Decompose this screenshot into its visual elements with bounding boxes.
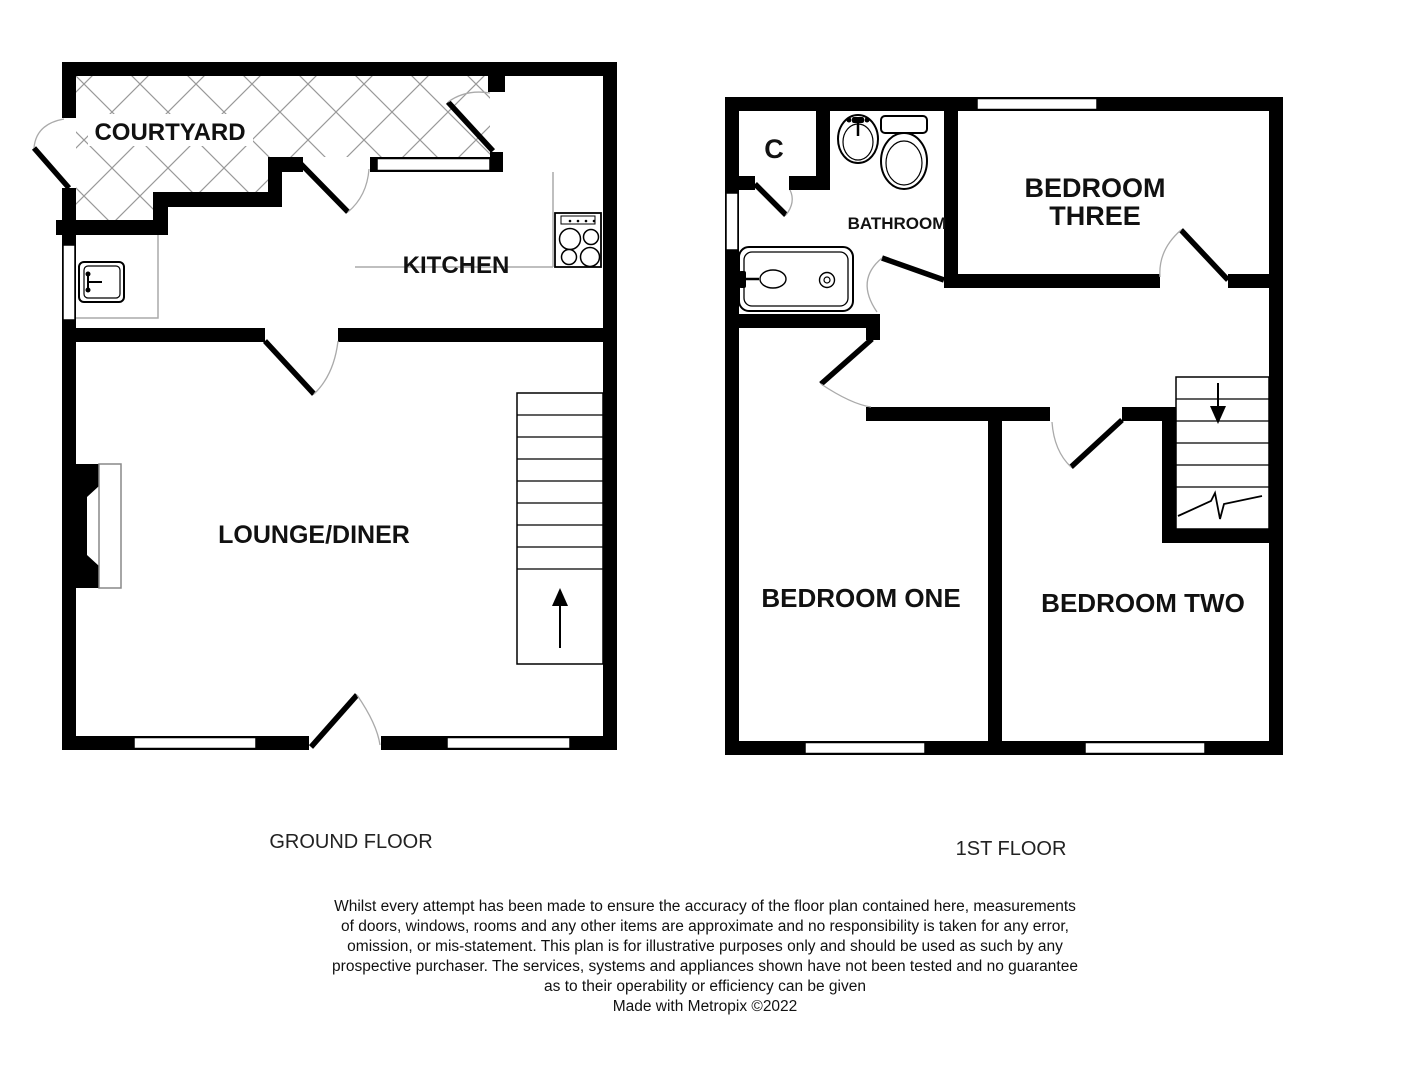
fireplace xyxy=(76,464,121,588)
first-floor-label: 1ST FLOOR xyxy=(955,838,1067,860)
first-floor-plan xyxy=(725,97,1283,860)
kitchen-label: KITCHEN xyxy=(402,252,510,279)
ground-floor-plan xyxy=(34,62,617,853)
disclaimer-line: Whilst every attempt has been made to ensure the accuracy of the floor plan contained here, measurements xyxy=(334,898,1076,915)
kitchen-lounge-door xyxy=(265,341,338,394)
stairs-down xyxy=(1176,377,1269,529)
bedroom-two-window xyxy=(1085,743,1205,754)
lounge-window-left xyxy=(134,738,256,749)
bathtub-icon xyxy=(739,247,853,311)
courtyard-paving xyxy=(76,76,490,220)
courtyard-kitchen-door xyxy=(301,164,369,212)
bedroom-one-window xyxy=(805,743,925,754)
stairs-up xyxy=(517,393,603,664)
disclaimer-line: as to their operability or efficiency can be given xyxy=(544,978,866,995)
bedroom-three-window xyxy=(977,99,1097,110)
bathroom-door xyxy=(867,258,944,312)
courtyard-label: COURTYARD xyxy=(94,119,246,146)
cupboard-door xyxy=(755,184,792,215)
bedroom-three-door xyxy=(1160,230,1228,280)
disclaimer-line: of doors, windows, rooms and any other items are approximate and no responsibility is taken for any error, xyxy=(340,918,1069,935)
credit-line: Made with Metropix ©2022 xyxy=(612,998,798,1015)
courtyard-exterior-door xyxy=(34,119,69,188)
disclaimer-line: prospective purchaser. The services, systems and appliances shown have not been tested and no guarantee xyxy=(332,958,1078,975)
bedroom-three-label-line1: BEDROOM xyxy=(1024,173,1166,203)
lounge-window-right xyxy=(447,738,570,749)
cupboard-label: C xyxy=(764,134,784,164)
courtyard-window xyxy=(377,159,490,171)
kitchen-sink-icon xyxy=(79,262,124,302)
bedroom-two-door xyxy=(1052,420,1122,467)
bedroom-one-label: BEDROOM ONE xyxy=(761,583,961,613)
disclaimer-line: omission, or mis-statement. This plan is for illustrative purposes only and should be used as such by any xyxy=(347,938,1063,955)
toilet-icon xyxy=(881,116,927,189)
disclaimer xyxy=(175,897,1235,1017)
bedroom-three-label-line2: THREE xyxy=(1049,201,1141,231)
bathroom-window xyxy=(726,193,738,250)
bathroom-label: BATHROOM xyxy=(847,214,947,233)
bedroom-one-door xyxy=(821,339,872,407)
lounge-diner-label: LOUNGE/DINER xyxy=(218,521,410,549)
ground-floor-label: GROUND FLOOR xyxy=(269,831,433,853)
basin-icon xyxy=(838,115,878,163)
bedroom-two-label: BEDROOM TWO xyxy=(1041,588,1245,618)
stove-icon xyxy=(555,213,601,267)
kitchen-window xyxy=(63,245,75,320)
